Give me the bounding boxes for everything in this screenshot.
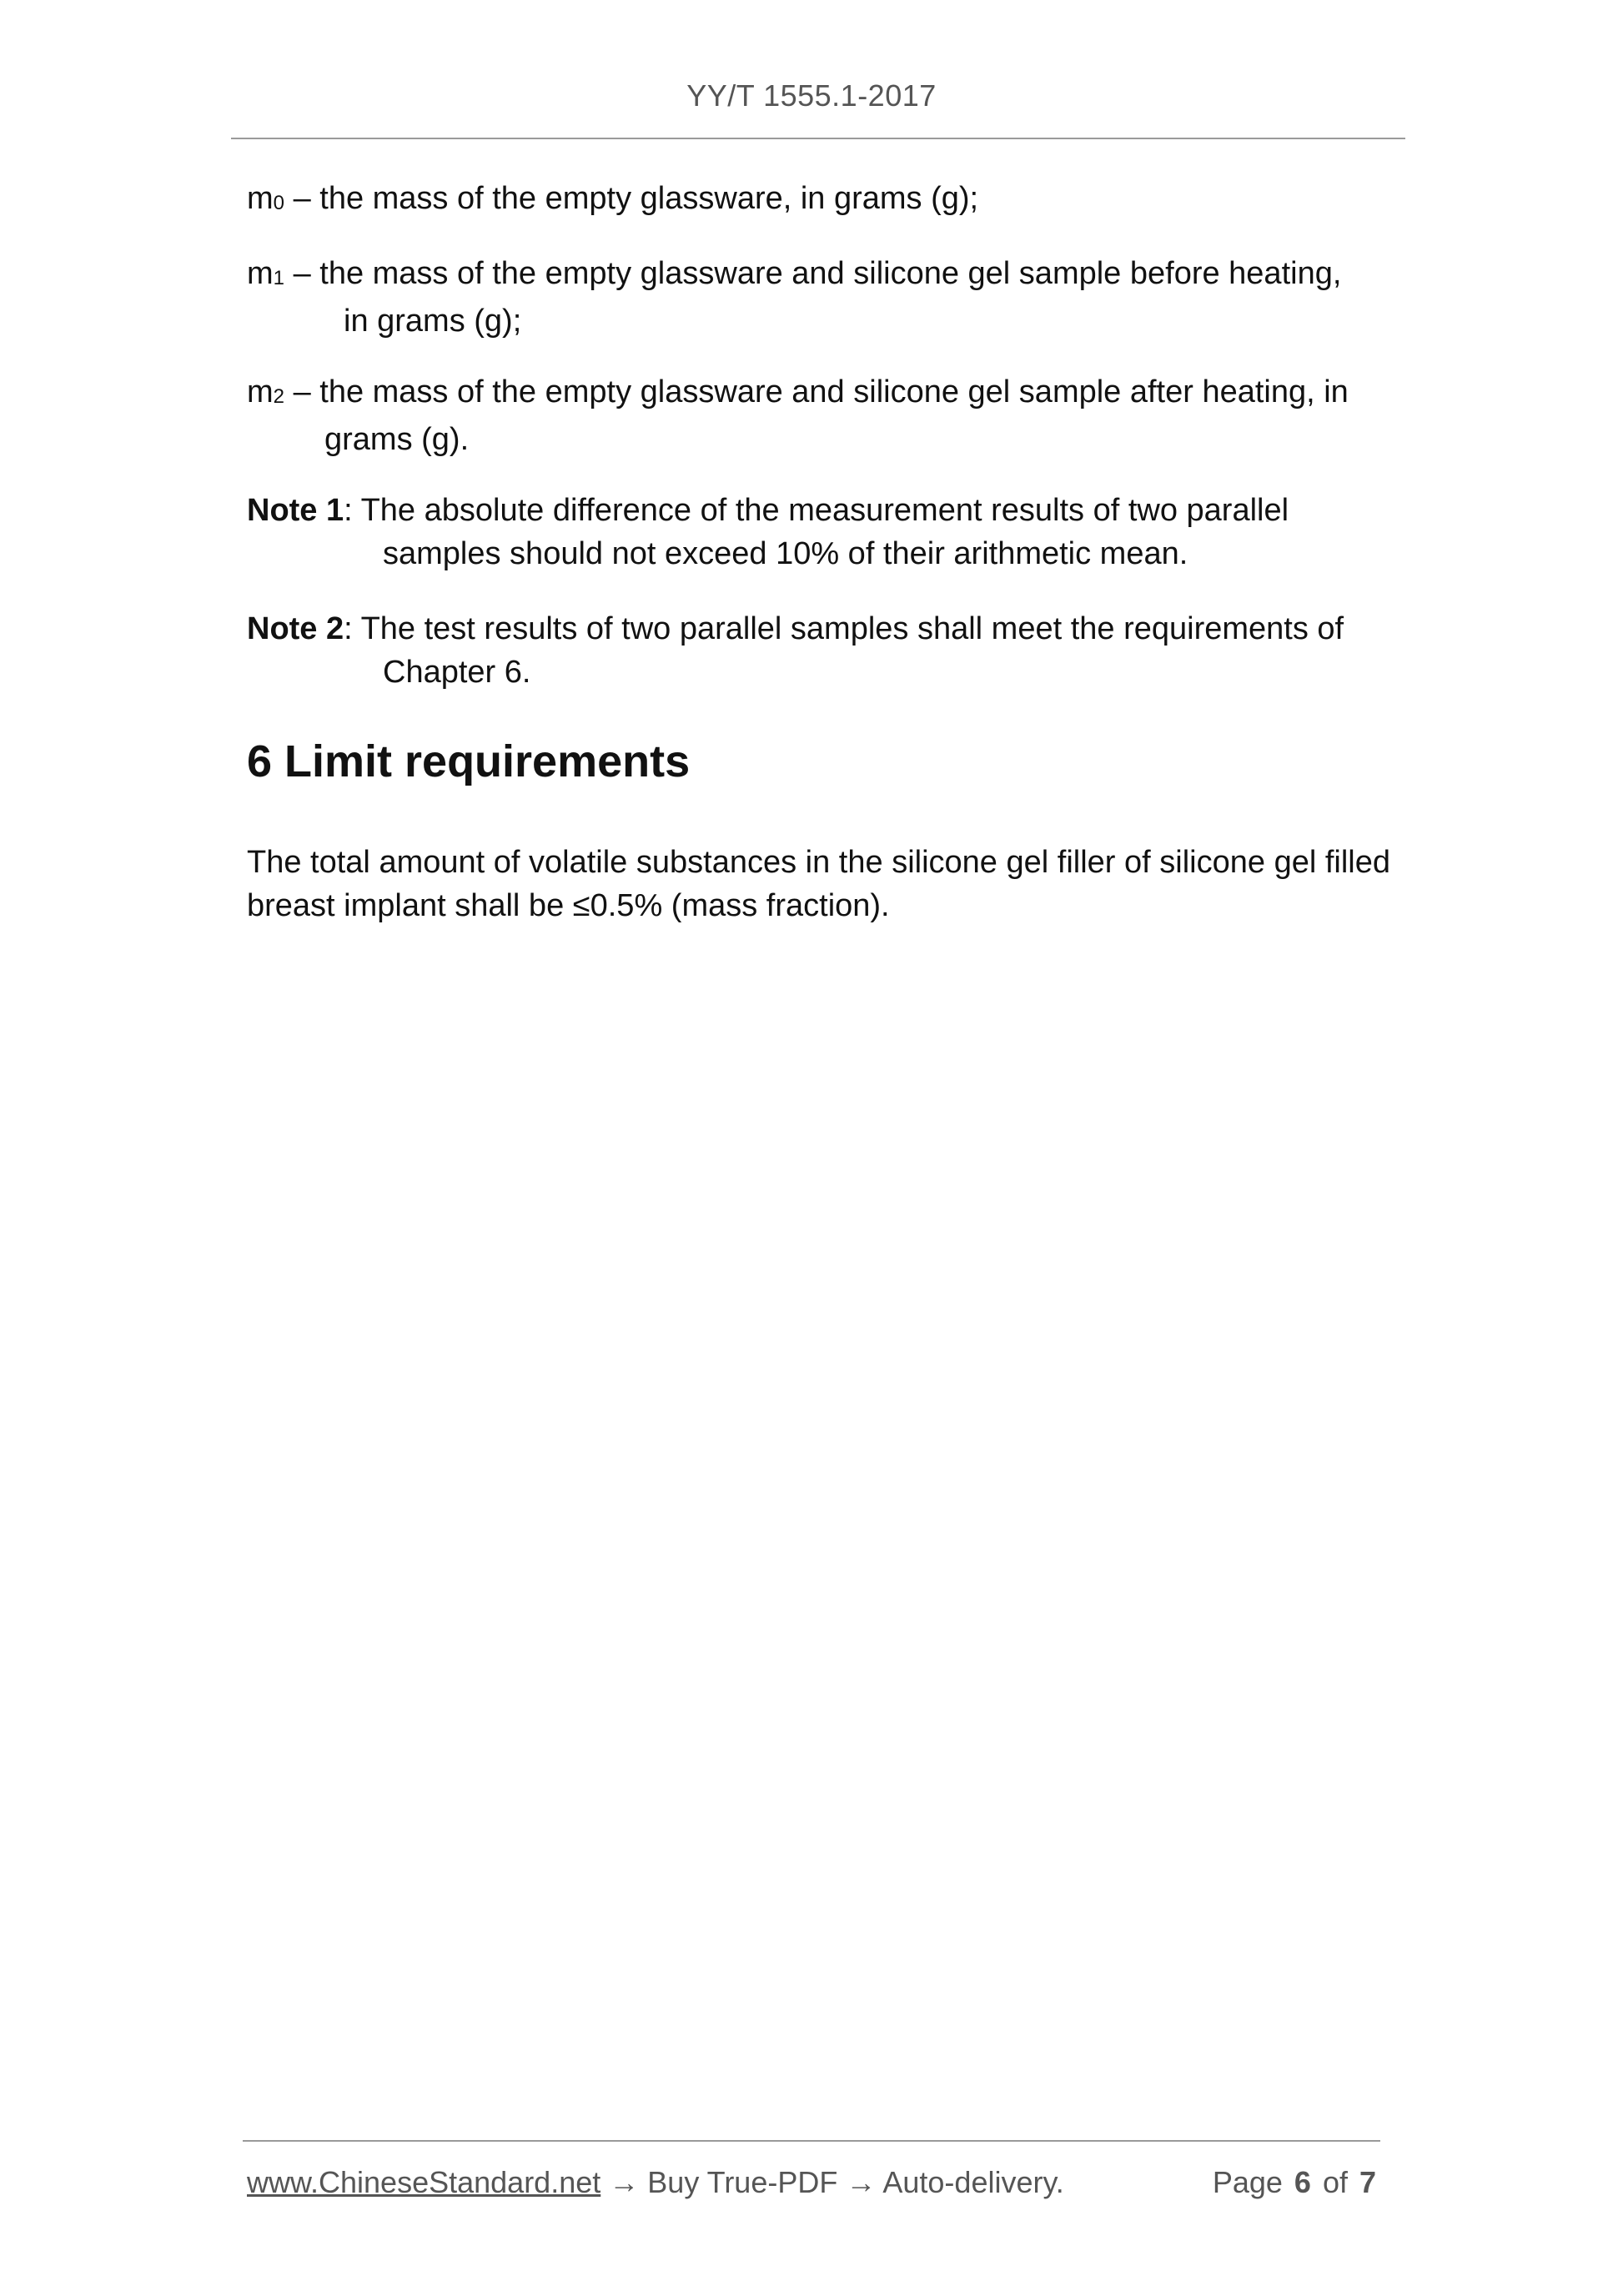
definition-symbol: m: [247, 181, 274, 216]
note-text: : The absolute difference of the measurement results of two parallel: [344, 493, 1289, 528]
definition-continuation: in grams (g);: [344, 304, 522, 339]
note-label: Note 2: [247, 611, 344, 646]
definition-text: – the mass of the empty glassware and silicone gel sample before heating,: [284, 256, 1342, 291]
buy-true-pdf-text: Buy True-PDF: [647, 2165, 838, 2199]
page-total: 7: [1359, 2165, 1376, 2199]
arrow-right-icon: →: [609, 2165, 640, 2199]
note-label: Note 1: [247, 493, 344, 528]
definition-text: – the mass of the empty glassware, in grams (g);: [284, 181, 979, 216]
note-continuation: samples should not exceed 10% of their arithmetic mean.: [383, 536, 1188, 571]
definition-m2: [247, 370, 1390, 461]
definition-m0: [247, 177, 1390, 224]
note-text: : The test results of two parallel samples shall meet the requirements of: [344, 611, 1344, 646]
definition-subscript: 0: [273, 192, 285, 214]
definition-text: – the mass of the empty glassware and silicone gel sample after heating, in: [284, 374, 1349, 409]
definition-subscript: 1: [273, 267, 285, 289]
website-link[interactable]: www.ChineseStandard.net: [247, 2165, 601, 2199]
definition-symbol: m: [247, 256, 274, 291]
note-continuation: Chapter 6.: [383, 655, 531, 690]
note-2: [247, 607, 1390, 694]
section-body: The total amount of volatile substances in the silicone gel filler of silicone gel filled breast implant shall be ≤0.5% (mass fraction).: [247, 845, 1390, 923]
page-current: 6: [1294, 2165, 1311, 2199]
definition-continuation: grams (g).: [324, 422, 470, 457]
auto-delivery-text: Auto-delivery.: [882, 2165, 1064, 2199]
page-label: Page: [1212, 2165, 1283, 2199]
header-divider: [231, 138, 1405, 139]
definition-symbol: m: [247, 374, 274, 409]
definition-m1: [247, 252, 1390, 343]
section-heading: 6 Limit requirements: [247, 736, 691, 786]
footer-promo: [247, 2165, 1064, 2200]
arrow-right-icon: →: [846, 2165, 877, 2199]
document-header-id: YY/T 1555.1-2017: [686, 78, 937, 113]
page-of-label: of: [1322, 2165, 1348, 2199]
footer-divider: [243, 2140, 1380, 2142]
page-number: [1213, 2165, 1376, 2200]
definition-subscript: 2: [273, 385, 285, 408]
note-1: [247, 489, 1390, 575]
